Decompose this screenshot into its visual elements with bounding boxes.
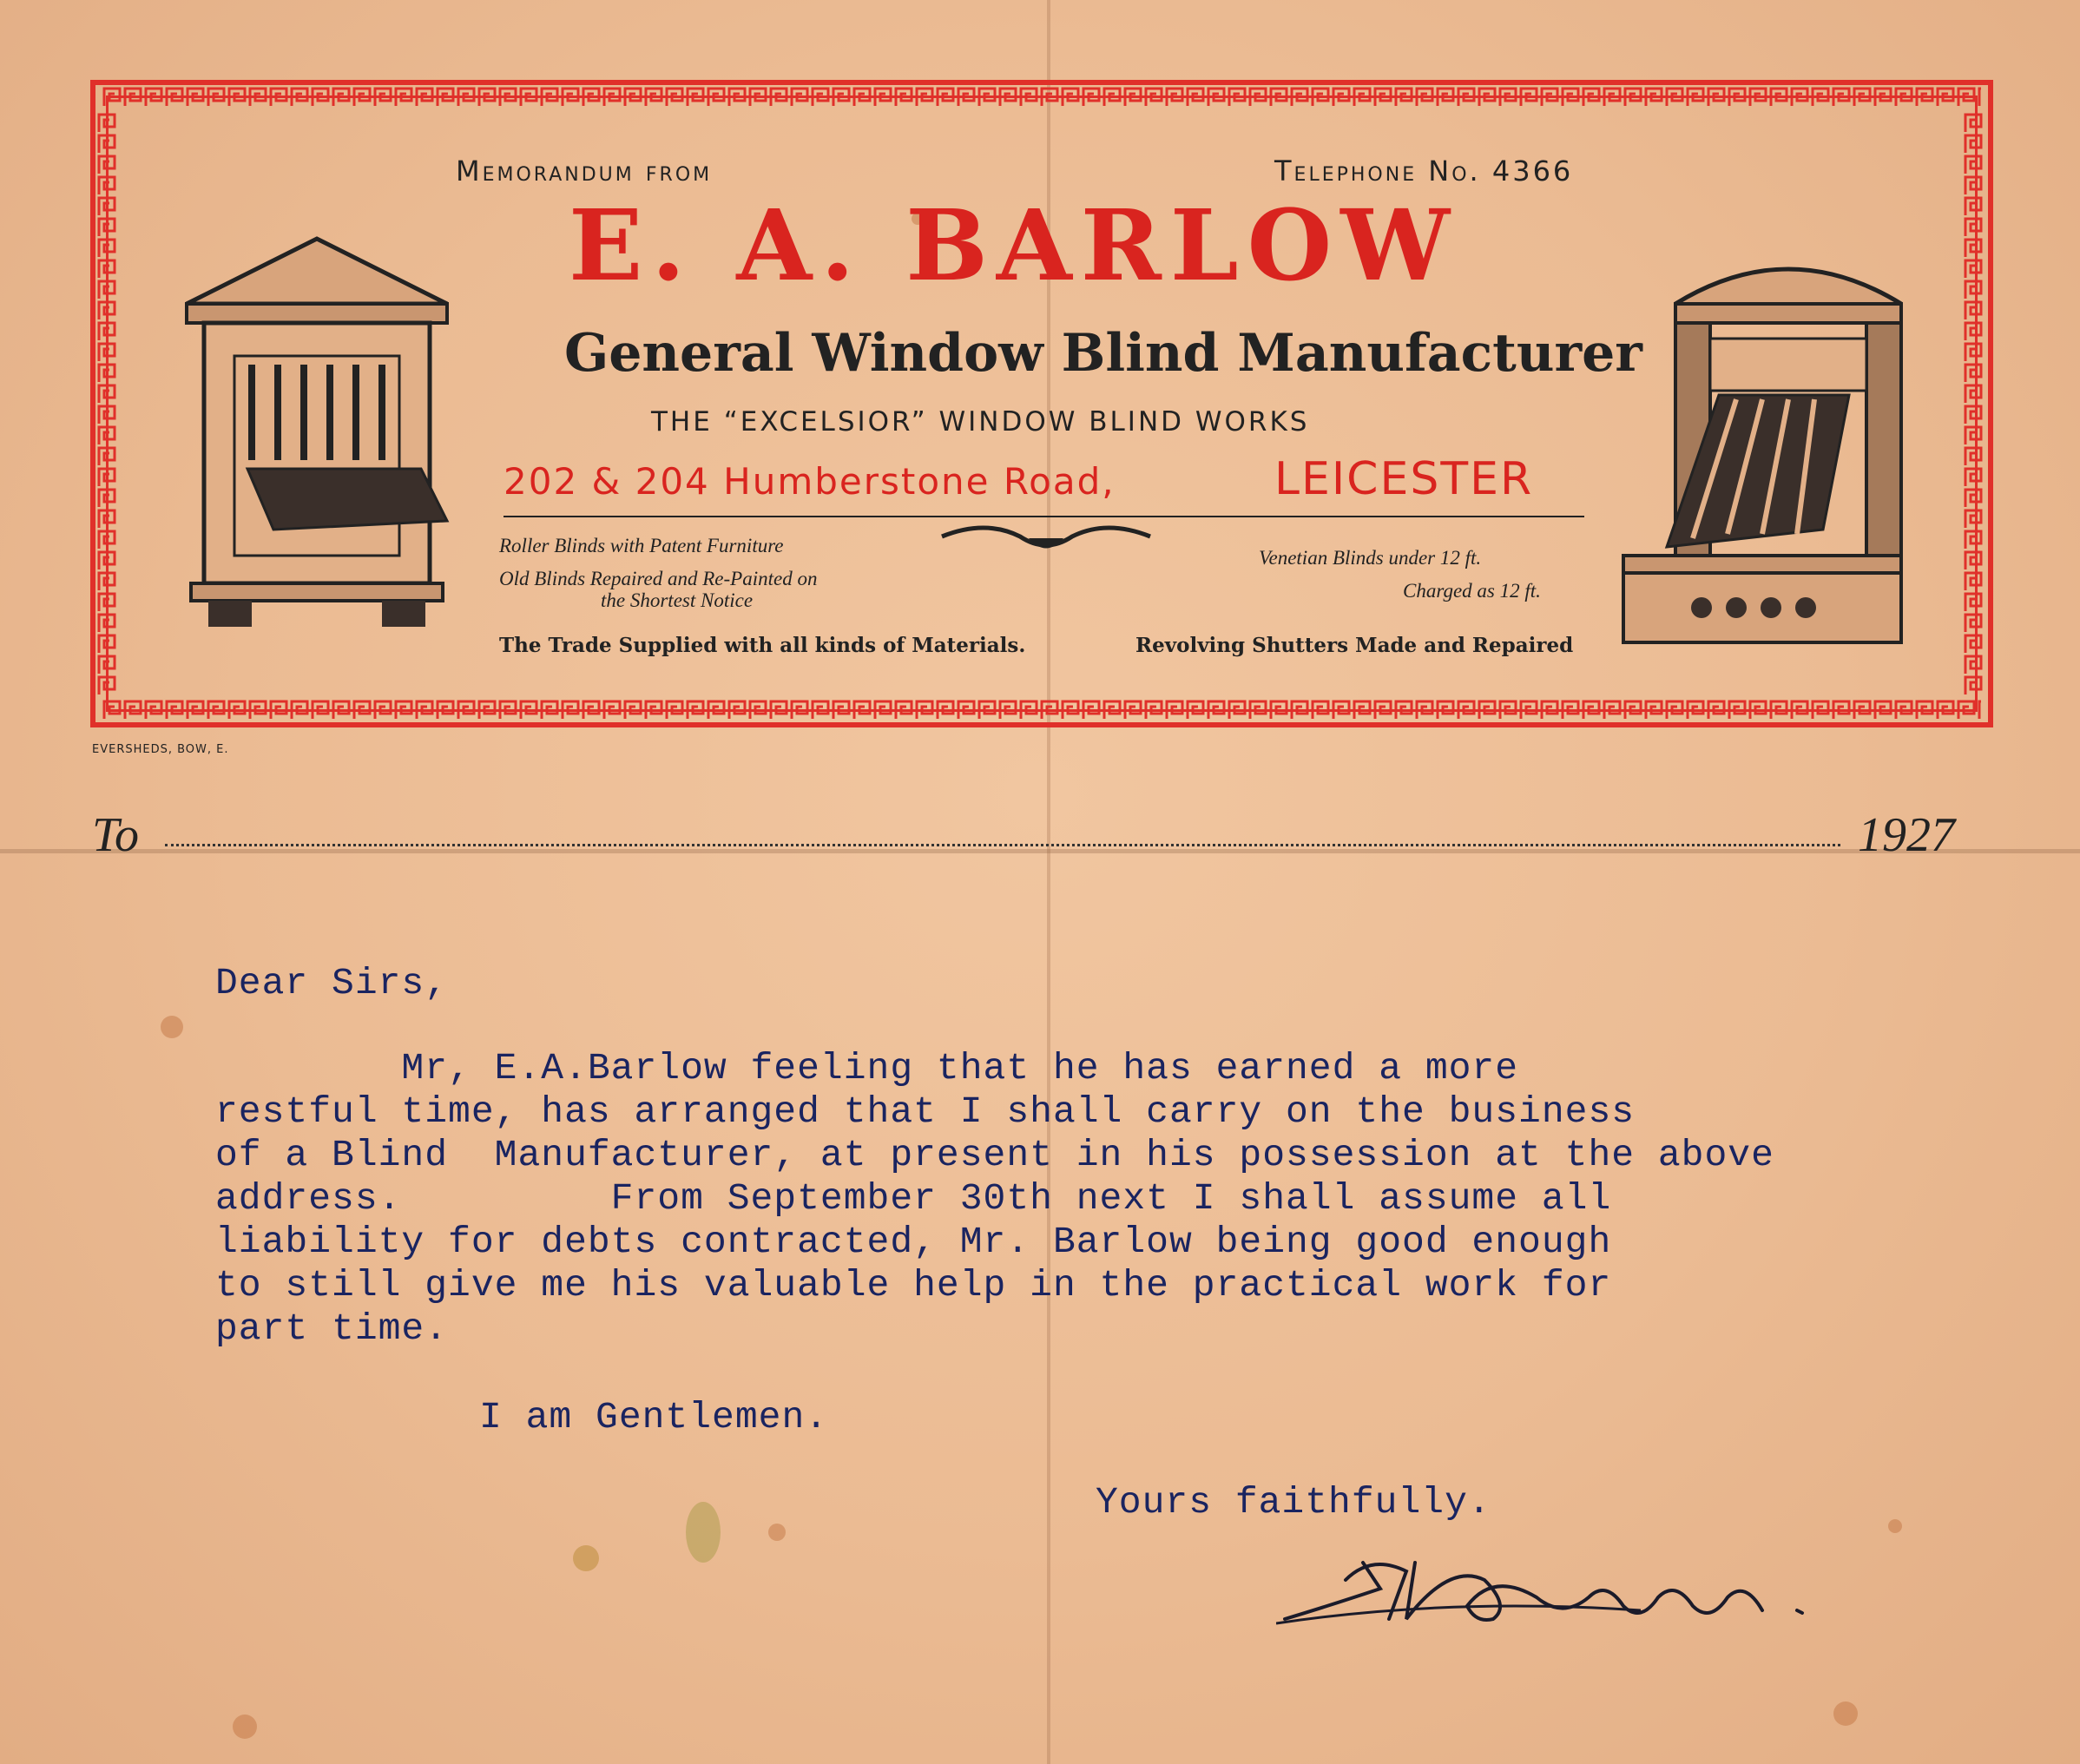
closing-yours-faithfully: Yours faithfully. [1096,1481,1491,1524]
address-street: 202 & 204 Humberstone Road, [504,460,1116,503]
body-line-1: Mr, E.A.Barlow feeling that he has earned a more [215,1047,1519,1089]
stain [161,1016,183,1038]
note-roller-blinds: Roller Blinds with Patent Furniture [499,535,784,556]
stain [233,1715,257,1739]
note-shortest-notice: the Shortest Notice [601,589,754,611]
greek-key-strip-left [97,113,118,694]
note-charged: Charged as 12 ft. [1403,580,1541,602]
works-name: THE “EXCELSIOR” WINDOW BLIND WORKS [651,406,1310,438]
body-line-7: part time. [215,1307,449,1350]
handwritten-signature [1276,1537,1884,1641]
stain [768,1524,786,1541]
printer-credit: EVERSHEDS, BOW, E. [92,743,229,756]
trade-supplied: The Trade Supplied with all kinds of Materials. [499,634,1026,657]
letter-year: 1927 [1858,808,1955,862]
greek-key-strip-top [102,87,1981,108]
address-city: LEICESTER [1274,453,1534,505]
note-old-blinds: Old Blinds Repaired and Re-Painted on [499,568,818,589]
to-address-line [165,844,1840,846]
to-label: To [92,808,140,862]
stain [686,1502,721,1563]
closing-gentlemen: I am Gentlemen. [479,1396,829,1438]
greek-key-strip-bottom [102,700,1981,721]
horizontal-fold [0,849,2080,853]
trade-title: General Window Blind Manufacturer [564,323,1642,384]
salutation: Dear Sirs, [215,962,449,1004]
body-line-3: of a Blind Manufacturer, at present in his possession at the above [215,1134,1774,1176]
revolving-shutters: Revolving Shutters Made and Repaired [1135,634,1574,657]
ornament-scroll [933,519,1159,563]
window-blind-illustration-right [1615,234,1910,651]
telephone-number: Telephone No. 4366 [1274,155,1574,188]
company-name: E. A. BARLOW [569,189,1458,303]
body-line-5: liability for debts contracted, Mr. Barlow being good enough [215,1221,1612,1263]
window-blind-illustration-left [169,234,464,651]
stain [573,1545,599,1571]
note-venetian-blinds: Venetian Blinds under 12 ft. [1259,547,1482,569]
stain [1888,1519,1902,1533]
greek-key-strip-right [1964,113,1985,694]
body-line-2: restful time, has arranged that I shall carry on the business [215,1090,1636,1133]
body-line-6: to still give me his valuable help in the practical work for [215,1264,1612,1307]
address-rule [504,516,1584,517]
stain [1833,1701,1858,1726]
memorandum-label: Memorandum from [456,155,713,188]
body-line-4: address. From September 30th next I shall assume all [215,1177,1612,1220]
